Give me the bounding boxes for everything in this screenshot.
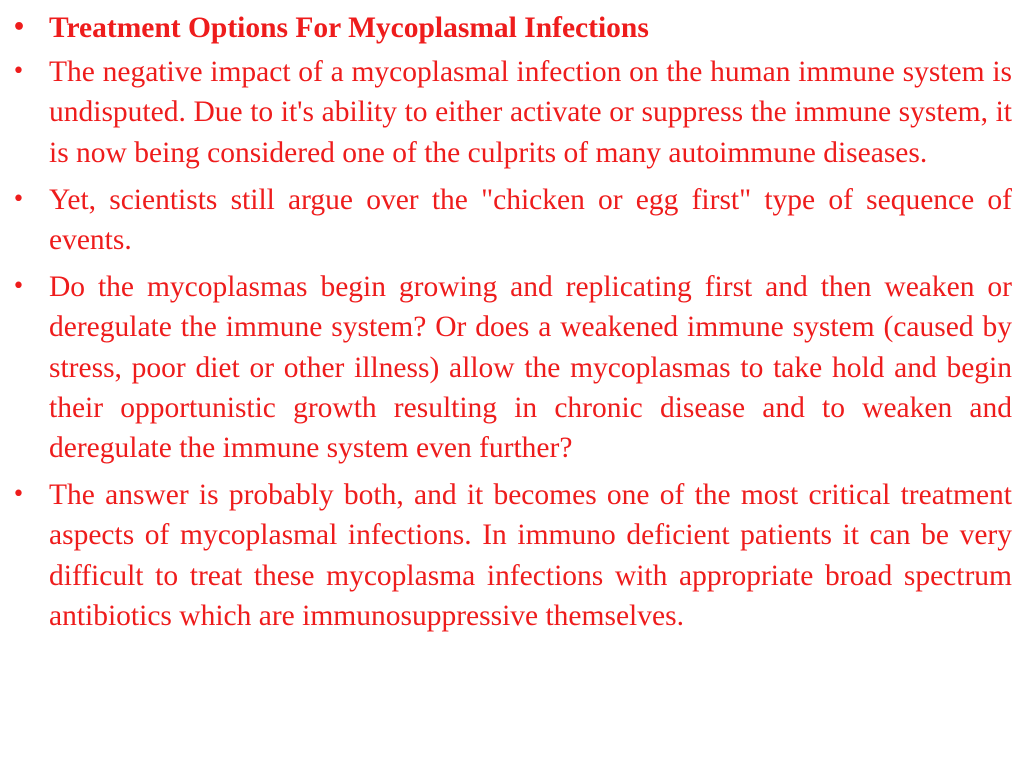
bullet-text: The negative impact of a mycoplasmal infection on the human immune system is undisputed. Due to it's ability to either activate or suppress the immune system, it is now being considered one of the culprits of many autoimmune diseases. — [49, 56, 1012, 169]
bullet-item-2 — [12, 180, 1012, 260]
bullet-icon: • — [12, 15, 27, 40]
bullet-item-4 — [12, 475, 1012, 636]
bullet-icon: • — [12, 482, 25, 508]
bullet-text: Yet, scientists still argue over the "chicken or egg first" type of sequence of events. — [49, 183, 1012, 257]
bullet-icon: • — [12, 59, 25, 85]
slide-title-text: Treatment Options For Mycoplasmal Infections — [49, 12, 649, 44]
bullet-icon: • — [12, 274, 25, 300]
bullet-item-1 — [12, 52, 1012, 173]
bullet-list — [12, 8, 1012, 636]
bullet-icon: • — [12, 186, 25, 212]
bullet-item-3 — [12, 267, 1012, 468]
slide-title — [12, 8, 1012, 48]
bullet-text: Do the mycoplasmas begin growing and replicating first and then weaken or deregulate the immune system? Or does a weakened immune system (caused by stress, poor diet or other illness) allow the mycoplasmas to take hold and begin their opportunistic growth resulting in chronic disease and to weaken and deregulate the immune system even further? — [49, 271, 1012, 465]
bullet-text: The answer is probably both, and it becomes one of the most critical treatment aspects of mycoplasmal infections. In immuno deficient patients it can be very difficult to treat these mycoplasma infections with appropriate broad spectrum antibiotics which are immunosuppressive themselves. — [49, 479, 1012, 632]
